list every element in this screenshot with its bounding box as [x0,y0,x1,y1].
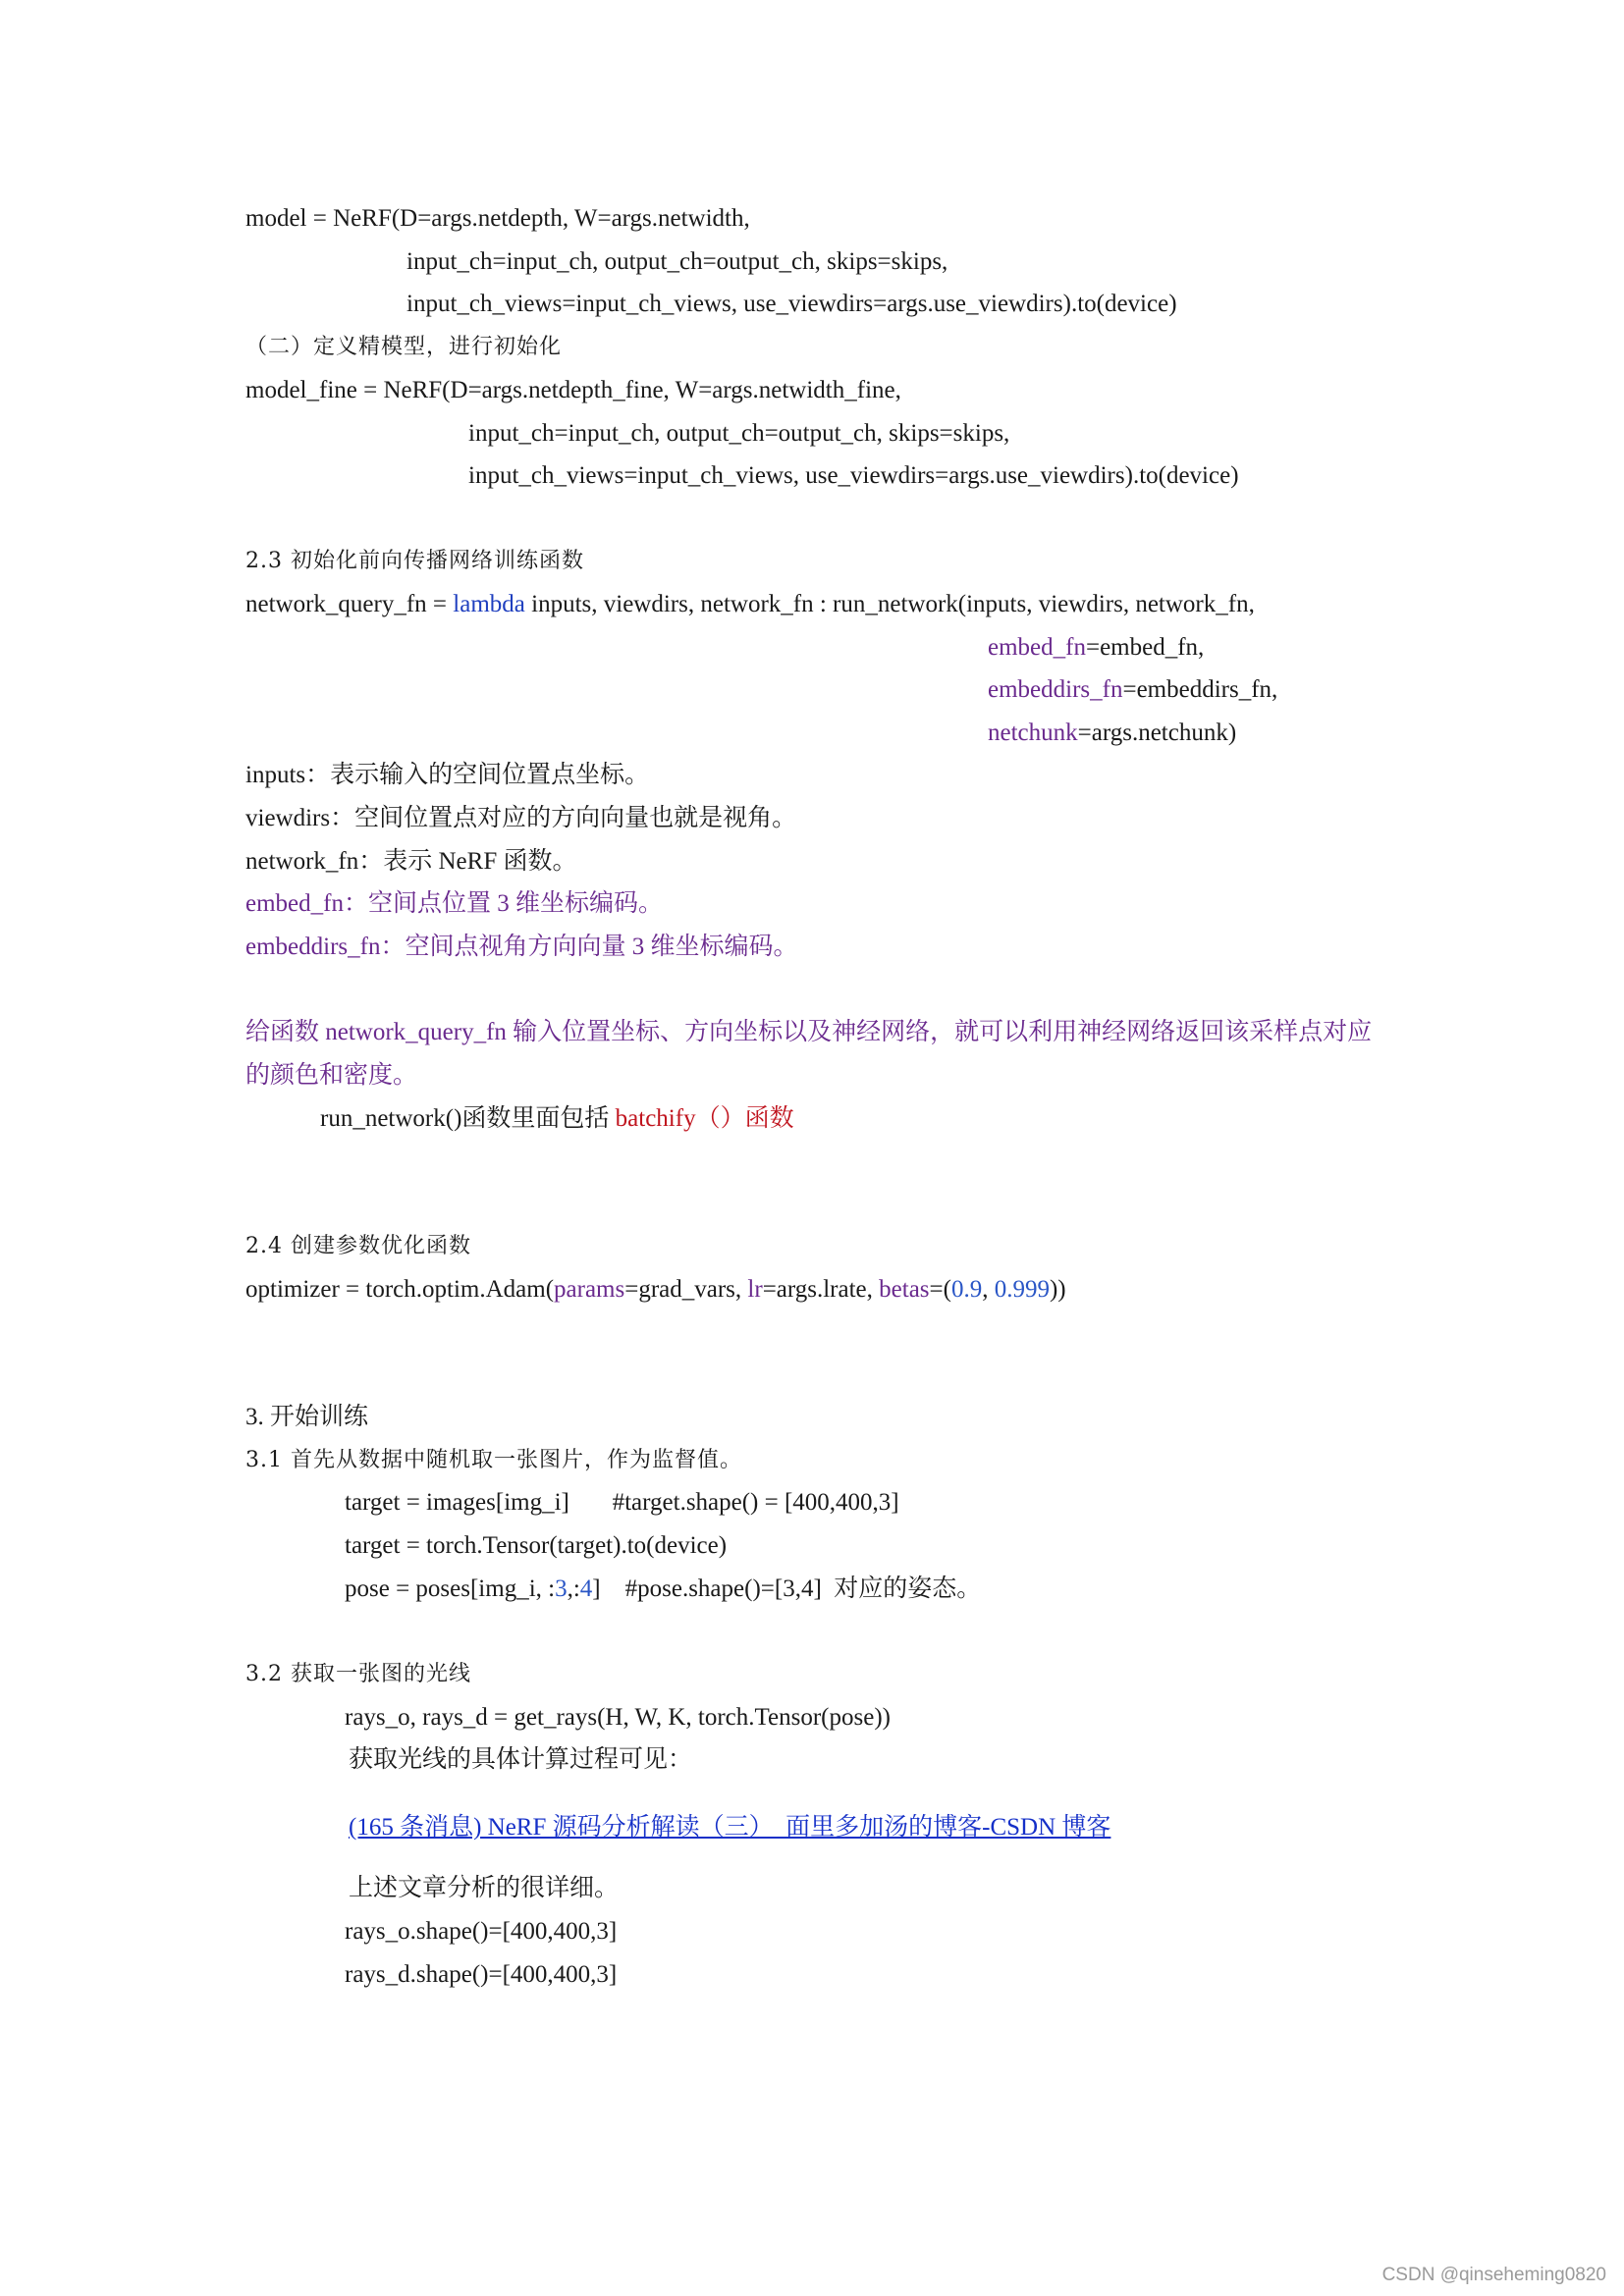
code-rays-d-shape: rays_d.shape()=[400,400,3] [345,1961,618,1988]
code-model-line-3: input_ch_views=input_ch_views, use_viewdirs=args.use_viewdirs).to(device) [406,291,1177,317]
see-note: 获取光线的具体计算过程可见： [349,1746,693,1773]
section-2-3-heading: 2.3 初始化前向传播网络训练函数 [245,549,584,573]
code-fine-line-1: model_fine = NeRF(D=args.netdepth_fine, W=args.netwidth_fine, [245,377,901,403]
code-pose [345,1574,981,1605]
betas-open: =( [929,1276,951,1303]
section-2-4-heading: 2.4 创建参数优化函数 [245,1234,471,1258]
batchify-text: batchify（）函数 [615,1105,794,1132]
query-fn-body: inputs, viewdirs, network_fn : run_network(inputs, viewdirs, network_fn, [524,591,1255,617]
desc-viewdirs: viewdirs：空间位置点对应的方向向量也就是视角。 [245,805,797,831]
csdn-watermark: CSDN @qinseheming0820 [1381,2265,1606,2285]
code-target-1: target = images[img_i] #target.shape() = [400,400,3] [345,1489,899,1516]
embeddirs-fn-keyword: embeddirs_fn [988,676,1123,703]
params-keyword: params [554,1276,625,1303]
desc-inputs: inputs：表示输入的空间位置点坐标。 [245,762,650,788]
beta-1-value: 0.9 [950,1276,983,1303]
code-fine-line-2: input_ch=input_ch, output_ch=output_ch, skips=skips, [468,420,1010,447]
embed-fn-value: =embed_fn, [1085,634,1205,661]
netchunk-value: =args.netchunk) [1077,720,1237,746]
lambda-keyword: lambda [453,591,525,617]
code-rays-o-shape: rays_o.shape()=[400,400,3] [345,1918,618,1945]
query-fn-prefix: network_query_fn = [245,591,454,617]
run-network-note [320,1103,794,1135]
pose-prefix: pose = poses[img_i, : [345,1575,556,1602]
paragraph-line-2: 的颜色和密度。 [245,1062,418,1089]
embed-fn-keyword: embed_fn [988,634,1086,661]
pose-suffix: ] #pose.shape()=[3,4] 对应的姿态。 [592,1575,982,1602]
pose-index-4: 4 [579,1575,593,1602]
params-value: =grad_vars, [624,1276,748,1303]
code-embeddirs-arg [988,674,1277,706]
lr-keyword: lr [747,1276,763,1303]
desc-network-fn: network_fn：表示 NeRF 函数。 [245,848,577,875]
desc-embeddirs-fn: embeddirs_fn：空间点视角方向向量 3 维坐标编码。 [245,934,798,960]
embeddirs-fn-value: =embeddirs_fn, [1122,676,1278,703]
section-3-heading: 3. 开始训练 [245,1404,369,1430]
blog-link[interactable]: (165 条消息) NeRF 源码分析解读（三）_面里多加汤的博客-CSDN 博客 [349,1814,1111,1841]
betas-close: )) [1049,1276,1066,1303]
lr-value: =args.lrate, [762,1276,880,1303]
run-network-text: run_network()函数里面包括 [320,1105,616,1132]
beta-2-value: 0.999 [994,1276,1050,1303]
pose-index-3: 3 [555,1575,568,1602]
section-3-2-heading: 3.2 获取一张图的光线 [245,1662,471,1686]
code-model-line-2: input_ch=input_ch, output_ch=output_ch, skips=skips, [406,248,948,275]
code-target-2: target = torch.Tensor(target).to(device) [345,1532,728,1559]
section-3-1-heading: 3.1 首先从数据中随机取一张图片，作为监督值。 [245,1448,742,1472]
code-get-rays: rays_o, rays_d = get_rays(H, W, K, torch.Tensor(pose)) [345,1704,891,1731]
betas-keyword: betas [879,1276,930,1303]
pose-sep: ,: [567,1575,580,1602]
code-query-fn [245,589,1255,620]
code-optimizer [245,1274,1066,1306]
paragraph-line-1: 给函数 network_query_fn 输入位置坐标、方向坐标以及神经网络，就可以利用神经网络返回该采样点对应 [245,1019,1373,1045]
netchunk-keyword: netchunk [988,720,1078,746]
detail-note: 上述文章分析的很详细。 [349,1875,620,1901]
optimizer-prefix: optimizer = torch.optim.Adam( [245,1276,555,1303]
desc-embed-fn: embed_fn：空间点位置 3 维坐标编码。 [245,890,663,917]
fine-model-heading: （二）定义精模型，进行初始化 [245,335,563,359]
code-model-line-1: model = NeRF(D=args.netdepth, W=args.netwidth, [245,205,750,232]
code-netchunk-arg [988,718,1236,749]
code-fine-line-3: input_ch_views=input_ch_views, use_viewdirs=args.use_viewdirs).to(device) [468,462,1239,489]
betas-sep: , [982,1276,995,1303]
code-embed-arg [988,632,1204,664]
